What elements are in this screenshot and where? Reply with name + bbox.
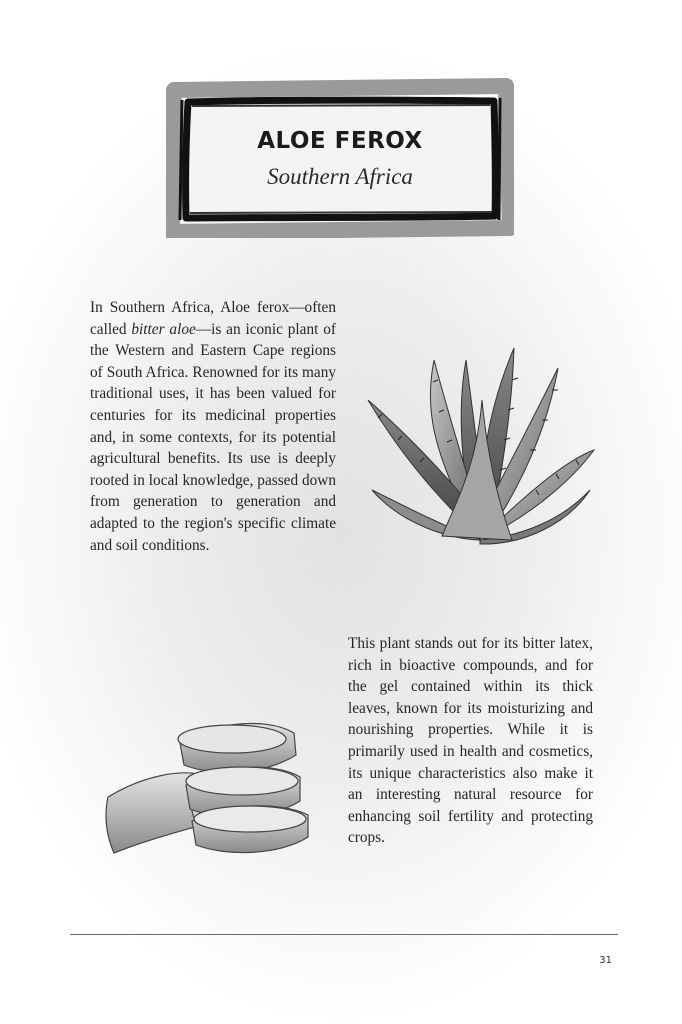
properties-paragraph: This plant stands out for its bitter latex, rich in bioactive compounds, and for the gel contained within its thick leaves, known for its moisturizing and nourishing properties. While it is primarily used in health and cosmetics, its unique characteristics also make it an interesting natural resource for enhancing soil fertility and protecting crops. xyxy=(348,635,593,847)
title-frame xyxy=(166,78,514,238)
intro-text-start: In Southern Africa, Aloe ferox—often called xyxy=(90,299,336,338)
page-number: 31 xyxy=(599,955,612,966)
aloe-leaf-slices-icon xyxy=(104,705,316,860)
page-title: ALOE FEROX xyxy=(257,128,423,154)
brush-frame-icon xyxy=(166,78,514,238)
aloe-plant-illustration xyxy=(362,340,600,550)
aloe-slices-illustration xyxy=(104,705,316,860)
footer-rule xyxy=(70,934,618,935)
aloe-plant-icon xyxy=(362,340,600,550)
page-subtitle: Southern Africa xyxy=(267,164,413,189)
intro-paragraph xyxy=(90,297,336,556)
intro-italic-term: bitter aloe xyxy=(131,320,196,338)
intro-text-end: —is an iconic plant of the Western and Eastern Cape regions of South Africa. Renowned for its many traditional uses, it has been valued for centuries for its medicinal properties and, in some contexts, for its potential agricultural benefits. Its use is deeply rooted in local knowledge, passed down from generation to generation and adapted to the region's specific climate and soil conditions. xyxy=(90,320,336,554)
